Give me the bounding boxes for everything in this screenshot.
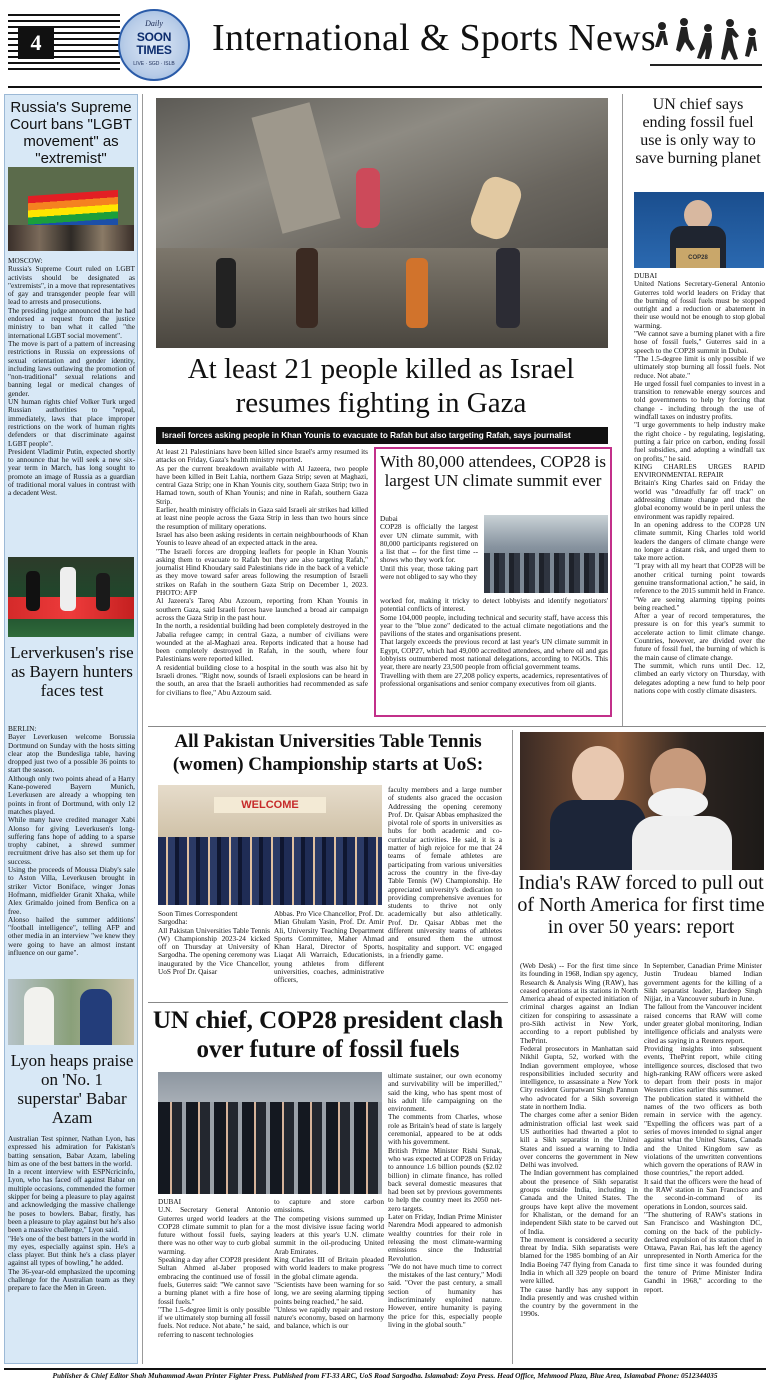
clash-body-2: to capture and store carbon emissions. The competing visions summed up the most divisive issue facing world leaders at this year's U.N. climate summit in the oil-producing United Arab Emirates. King Charles III of Britain pleaded with world leaders to make progress in the global climate agenda. "Scientists have been warning for so long, we are seeing alarming tipping points being reached," he said. "Unless we rapidly repair and restore nature's economy, based on harmony and balance, which is our [274, 1197, 384, 1331]
world-leaders-photo [158, 1072, 382, 1194]
raw-headline: India's RAW forced to pull out of North America for first time in over 50 years: report [517, 872, 765, 938]
logo-main-text: SOON TIMES [136, 30, 172, 57]
gaza-rubble-photo [156, 98, 608, 348]
russia-body: MOSCOW: Russia's Supreme Court ruled on LGBT activists should be designated as "extremists", in a move that representatives of gay and transgender people fear will lead to arrests and prosecutions. The presiding judge announced that he had endorsed a request from the justice ministry to ban what it called "the international LGBT social movement". The move is part of a pattern of increasing restrictions in Russia on expressions of sexual orientation and gender identity, including laws outlawing the promotion of "non-traditional" sexual relations and banning legal or medical changes of gender. UN human rights chief Volker Turk urged Russian authorities to "repeal, immediately, laws that place improper restrictions on the work of human rights defenders or that discriminate against LGBT people". President Vladimir Putin, expected shortly to announce that he will seek a new six-year term in March, has long sought to promote an image of Russia as a guardian of traditional moral values in contrast with a decadent West. [8, 256, 135, 498]
russia-headline: Russia's Supreme Court bans "LGBT movement" as "extremist" [9, 99, 133, 167]
un-chief-headline: UN chief says ending fossil fuel use is only way to save burning planet [635, 96, 761, 167]
center-top [148, 94, 614, 724]
biden-modi-photo [520, 732, 764, 870]
clash-story [148, 1006, 508, 1364]
clash-body-1: DUBAI U.N. Secretary General Antonio Guterres urged world leaders at the COP28 climate summit to plan for a future without fossil fuels, saying there was no other way to curb global warming. Speaking a day after COP28 president Sultan Ahmed al-Jaber proposed embracing the continued use of fossil fuels, Guterres said: "We cannot save a burning planet with a fire hose of fossil fuels." "The 1.5-degree limit is only possible if we ultimately stop burning all fossil fuels. Not reduce. Not abate," he said, referring to nascent technologies [158, 1197, 270, 1339]
newspaper-logo [118, 9, 190, 81]
section-divider [148, 1002, 508, 1003]
podium: COP28 [676, 248, 720, 268]
lyon-headline: Lyon heaps praise on 'No. 1 superstar' Babar Azam [10, 1051, 134, 1127]
tt-headline: All Pakistan Universities Table Tennis (women) Championship starts at UoS: [172, 731, 484, 775]
gaza-strap: Israeli forces asking people in Khan Younis to evacuate to Rafah but also targeting Rafah, says journalist [156, 427, 608, 444]
leverkusen-body: BERLIN: Bayer Leverkusen welcome Borussia Dortmund on Sunday with the hosts sitting clear atop the Bundesliga table, having dropped just two of a possible 36 points to start the season. Although only two points ahead of a Harry Kane-powered Bayern Munich, Leverkusen are already a whopping ten points in front of Dortmund, with only 12 matches played. While many have credited manager Xabi Alonso for giving Leverkusen's long-suffering fans hope of adding to a sparse trophy cabinet, a shrewd summer recruitment drive has also set them up for success. Using the proceeds of Moussa Diaby's sale to Aston Villa, Leverkusen brought in striker Victor Boniface, winger Jonas Hofmann, midfielder Granit Xhaka, while Alex Grimaldo joined from Benfica on a free. Alonso hailed the summer additions' "football intelligence", telling AFP and other media in an interview "we knew they were going to have an almost instant influence on our game". [8, 724, 135, 958]
left-column [4, 94, 138, 1364]
tt-body-1: Soon Times Correspondent Sargodha: All Pakistan Universities Table Tennis (W) Championship 2023-24 kicked off on Thursday at University of Sargodha. The opening ceremony was inaugurated by the Vice Chancellor, UoS Prof Dr. Qaisar [158, 909, 270, 977]
tt-banner: WELCOME [214, 797, 326, 813]
football-photo [8, 557, 134, 637]
table-tennis-story [148, 730, 508, 1002]
page-number-box [18, 27, 54, 59]
footer-bar [4, 1368, 766, 1382]
cop28-body-full: worked for, making it tricky to detect lobbyists and identify negotiators' potential conflicts of interest. Some 104,000 people, including technical and security staff, have access this year to the "blue zone" dedicated to the actual climate negotiations and the pavilions of the states and organisations present. That largely exceeds the previous record at last year's UN climate summit in Egypt, COP27, which had 49,000 accredited attendees, and where oil and gas lobbyists outnumbered most national delegations, according to NGOs. This year, there are nearly 23,500 people from official government teams. Travelling with them are 27,208 policy experts, academics, representatives of professional organisations and senior company executives from oil giants. [380, 596, 608, 688]
raw-body-2: In September, Canadian Prime Minister Justin Trudeau blamed Indian government agents for the killing of a Sikh separatist leader, Hardeep Singh Nijjar, in a Vancouver suburb in June. The fallout from the Vancouver incident raised concerns that RAW will come under greater global monitoring, Indian intelligence officials and analysts were cited as saying in a Reuters report. Providing insights into subsequent events, ThePrint report, while citing intelligence sources, disclosed that two high-ranking RAW officers were asked to depart from their posts in major Western cities earlier this summer. The publication stated it withheld the names of the two officers as both remain in service with the agency. "Expelling the officers was part of a series of moves intended to signal anger against what the United States, Canada and the United Kingdom saw as violations of the unwritten conventions which govern the operations of RAW in those countries," the report added. It said that the officers were the head of the RAW station in San Francisco and the second-in-command of its operations in London, sources said. "The shuttering of RAW's stations in San Francisco and Washington DC, coming on the back of the publicly-declared expulsion of its station chief in Ottawa, Pavan Rai, has left the agency unrepresented in North America for the first time since it was founded during the tenure of Prime Minister Indira Gandhi in 1968," according to the report. [644, 961, 762, 1294]
section-divider [148, 726, 766, 727]
cop28-crowd-photo [484, 515, 608, 593]
raw-story [516, 730, 766, 1364]
masthead-underline [8, 86, 762, 88]
clash-headline: UN chief, COP28 president clash over future of fossil fuels [152, 1007, 504, 1063]
cop28-body-left: Dubai COP28 is officially the largest ever UN climate summit, with 80,000 participants registered on a list that -- for the first time -- shows who they work for. Until this year, those taking part were not obliged to say who they [380, 514, 478, 582]
tt-team-photo [158, 785, 382, 905]
un-chief-body: DUBAI United Nations Secretary-General Antonio Guterres told world leaders on Friday that the burning of fossil fuels must be stopped outright and a reduction or abatement in their use would not be enough to stop global warming. "We cannot save a burning planet with a fire hose of fossil fuels," Guterres said in a speech to the COP28 summit in Dubai. "The 1.5-degree limit is only possible if we ultimately stop burning all fossil fuels. Not reduce. Not abate." He urged fossil fuel companies to invest in a transition to renewable energy sources and told governments to help by forcing that change - including through the use of windfall taxes on industry profits. "I urge governments to help industry make the right choice - by regulating, legislating, putting a fair price on carbon, ending fossil fuel subsidies, and adopting a windfall tax on profits," he said. KING CHARLES URGES RAPID ENVIRONMENTAL REPAIR Britain's King Charles said on Friday the world was "dreadfully far off track" on addressing climate change and that the global economy would be in peril unless the environment was rapidly repaired. In an opening address to the COP28 UN climate summit, King Charles told world leaders the dangers of climate change were no longer a distant risk, and urged them to take more action. "I pray with all my heart that COP28 will be another critical turning point towards genuine transformational action," he said, in reference to the 2015 summit held in France. "We are seeing alarming tipping points being reached." After a year of record temperatures, the pressure is on for this year's summit to accelerate action to limit climate change. Countries, however, are divided over the future of fossil fuel, the burning of which is the main cause of climate change. The summit, which runs until Dec. 12, climbed an early victory on Thursday, with delegates adopting a new fund to help poor nations cope with costly climate disasters. [634, 271, 765, 695]
footer-text: Publisher & Chief Editor Shah Muhammad Awan Printer Fighter Press. Published from FT-33 ARC, UoS Road Sargodha. Islamabad: Zoya Press. Head Office, Mehmood Plaza, Blue Area, Islamabad Phone: 0512344035 [52, 1371, 718, 1380]
cop28-box [374, 447, 612, 717]
pride-flag-photo [8, 167, 134, 251]
column-divider [512, 730, 513, 1364]
cricket-photo [8, 979, 134, 1045]
guterres-photo [634, 192, 764, 268]
gaza-body: At least 21 Palestinians have been killed since Israel's army resumed its attacks on Friday, Gaza's health ministry reported. As per the current breakdown available with Al Jazeera, two people have been killed in Beit Lahia, northern Gaza Strip; seven at Maghazi, central Gaza Strip; one in Khan Younis city, southern Gaza Strip; two in Hamad town, south of Khan Younis; and nine in Rafah, southern Gaza Strip. Earlier, health ministry officials in Gaza said Israeli air strikes had killed at least nine people across the Gaza Strip in less than two hours since the resumption of military operations. Israel has also been asking residents in certain neighbourhoods of Khan Younis to leave ahead of an expected attack in the area. "The Israeli forces are dropping leaflets for people in Khan Younis asking them to evacuate to Rafah but they are also targeting Rafah," journalist Hind Khoudary said Palestinians ride in the back of a vehicle as they move toward safer areas following the resumption of Israeli strikes on Rafah in the southern Gaza Strip on December 1, 2023. PHOTO: AFP Al Jazeera's Tareq Abu Azzoum, reporting from Khan Younis in southern Gaza, said Israeli forces have launched a broad air campaign across the Gaza Strip in the past hour. In the north, a residential building had been completely destroyed in the Jabalia refugee camp; in central Gaza, a number of civilians were wounded at the al-Maghazi area. Reports indicated that a house had been completely destroyed in Rafah, in the south, where four Palestinians were reported killed. A residential building close to a hospital in the south was also hit by Israeli drones. "Right now, sounds of Israeli explosions can be heard in the south, an area that the Israeli authorities had recommended as safe for civilians to flee," Abu Azzoum said. [156, 447, 368, 697]
athletes-icon [650, 14, 762, 72]
logo-bottom-text: LIVE · SGD · ISLB [133, 61, 175, 67]
raw-body-1: (Web Desk) -- For the first time since its founding in 1968, Indian spy agency, Research & Analysis Wing (RAW), has ceased operations at its stations in North America ahead of expected initiation of criminal charges against an Indian citizen for conspiring to assassinate a pro-Sikh activist in New York, according to a report published by ThePrint. Federal prosecutors in Manhattan said Nikhil Gupta, 52, worked with the Indian government employee, whose responsibilities included security and intelligence, to assassinate a New York City resident Gurpatwant Singh Pannun who advocated for a Sikh sovereign state in northern India. The charges come after a senior Biden administration official last week said US authorities had thwarted a plot to kill a Sikh separatist in the United States and issued a warning to India over concerns the government in New Delhi was involved. The Indian government has complained about the presence of Sikh separatist groups outside India, including in Canada and the United States. The groups have kept alive the movement for Khalistan, or the demand for an independent Sikh state to be carved out of India. The movement is considered a security threat by India. Sikh separatists were blamed for the 1985 bombing of an Air India Boeing 747 flying from Canada to India in which all 329 people on board were killed. The cause hardly has any support in India presently and was crushed within the country by the government in the 1990s. [520, 961, 638, 1319]
right-column [628, 94, 768, 724]
logo-top-text: Daily [145, 19, 163, 28]
lyon-body: Australian Test spinner, Nathan Lyon, has expressed his admiration for Pakistan's batting sensation, Babar Azam, labeling him as one of the best batters in the world. In a recent interview with ESPNcricinfo, Lyon, who has faced off against Babar on multiple occasions, commended the former skipper for being a pleasure to play against and acknowledging the massive challenge he poses to bowlers. Babar, firstly, has been a pleasure to play against but he's also been a massive challenge," Lyon said. "He's one of the best batters in the world in my eyes, especially against spin. He's a class player. But think he's a class player against all types of bowling," he added. The 36-year-old emphasized the upcoming challenge for the Australian team as they prepare to face the Men in Green. [8, 1134, 135, 1293]
clash-body-3: ultimate sustainer, our own economy and survivability will be imperilled," said the king, who has spent most of his adult life campaigning on the environment. The comments from Charles, whose role as Britain's head of state is largely ceremonial, appeared to be at odds with his government. British Prime Minister Rishi Sunak, who was expected at COP28 on Friday to announce 1.6 billion pounds ($2.02 billion) in climate finance, has rolled back several domestic measures that had been set by previous governments to help the country meet its 2050 net-zero targets. Later on Friday, Indian Prime Minister Narendra Modi appeared to admonish wealthy countries for their role in releasing the most climate-warming emissions since the Industrial Revolution. "We do not have much time to correct the mistakes of the last century," Modi said. "Over the past century, a small section of humanity has indiscriminately exploited nature. However, entire humanity is paying the price for this, especially people living in the global south." [388, 1071, 502, 1329]
cop28-headline: With 80,000 attendees, COP28 is largest UN climate summit ever [380, 452, 606, 490]
gaza-headline: At least 21 people killed as Israel resumes fighting in Gaza [187, 353, 575, 419]
masthead-title: International & Sports News [212, 17, 656, 59]
tt-body-2: Abbas. Pro Vice Chancellor, Prof. Dr. Mian Ghulam Yasin, Prof. Dr. Amir Ali, University Teaching Department Sports Committee, Maher Ahmad Khan Haral, Director of Sports, Liaqat Ali Warraich, Educationists, young athletes from different universities, coaches, administrative officers, [274, 909, 384, 985]
leverkusen-headline: Lerverkusen's rise as Bayern hunters faces test [10, 643, 134, 700]
column-divider [142, 94, 143, 1364]
masthead [0, 0, 770, 90]
column-divider [622, 94, 623, 726]
page-number: 4 [30, 30, 42, 55]
tt-body-3: faculty members and a large number of students also graced the occasion Addressing the opening ceremony Prof. Dr. Qaisar Abbas emphasized the pivotal role of sports in universities as hubs for both academic and co-curricular activities. He said, it is a matter of high rejoice for me that 24 teams of female athletes are participating from various universities across the country in the five-day Table Tennis (W) Championship. He appreciated university's dedication to providing comprehensive avenues for students to thrive not only academically but also athletically. Prof. Dr. Qaisar Abbas met the different university teams of athletes and ensured them the utmost hospitality and support. VC engaged in a friendly game. [388, 785, 502, 960]
